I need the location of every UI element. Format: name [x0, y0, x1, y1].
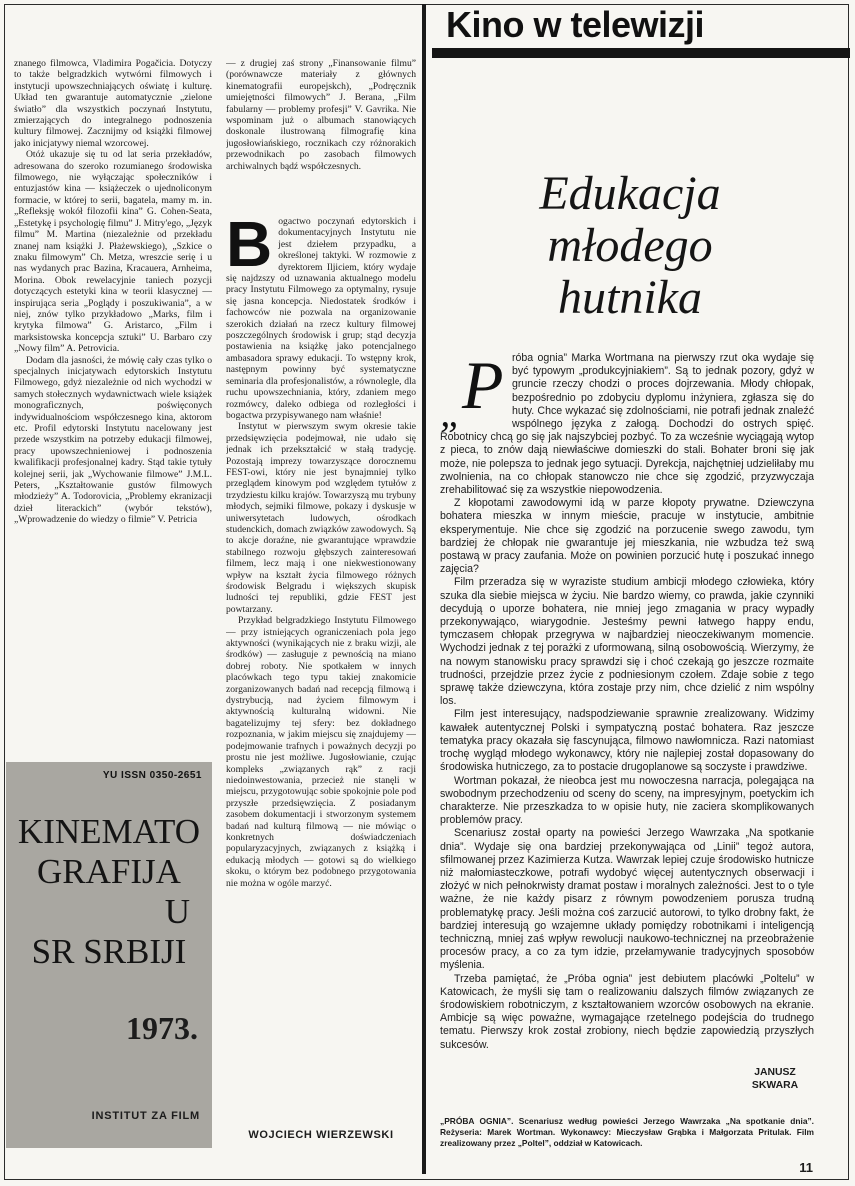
book-cover-image — [6, 762, 212, 1148]
column-divider — [422, 4, 426, 1174]
article-lead-paragraph — [440, 352, 814, 497]
left-column-2 — [226, 58, 416, 1120]
cover-publisher: INSTITUT ZA FILM — [91, 1110, 200, 1122]
col2-top-paragraph: — z drugiej zaś strony „Finansowanie filmu” (porównawcze materiały z głównych kinematografii europejskch), „Podręcznik umiejętności filmowych” J. Berana, „Film fabularny — problemy profesji” V. Gavrika. Nie wspominam już o albumach stanowiących doskonale ilustrowaną filmografię kina jugosłowiańskiego, rocznikach czy różnorakich przewodnikach po zasobach filmowych archiwalnych bądź współczesnych. — [226, 58, 416, 172]
left-column-1 — [14, 58, 212, 724]
headline-line-2: młodego — [547, 219, 713, 272]
cover-title-line-3: U — [164, 892, 190, 931]
col1-paragraph-3: Dodam dla jasności, że mówię cały czas tylko o specjalnych inicjatywach edytorskich Instytutu Filmowego, gdyż niezależnie od nich wychodzi w samych stołecznych wydawnictwach wiele książek monograficznych, poświęconych indywidualnościom współczesnego kina, aktorom etc. Profil edytorski Instytutu nacelowany jest przede wszystkim na potrzeby edukacji filmowej, pracy upowszechnieniowej i podnoszenia kwalifikacji profesjonalnej kadry. Stąd takie tytuły kolejnej serii, jak „Wychowanie filmowe” J.M.L. Peters, „Kształtowanie gustów filmowych młodzieży” A. Todorovicia, „Problemy ekranizacji dzieł literackich” (wybór tekstów), „Wprowadzenie do wiedzy o filmie” V. Petricia — [14, 354, 212, 526]
col2-paragraph-3: Przykład belgradzkiego Instytutu Filmowego — przy istniejących ograniczeniach pola jego aktywności (wynikających nie z braku wizji, ale środków) — zasługuje z pewnością na miano dobrej roboty. Nie spotkałem w innych placówkach tego typu takiej znakomicie zorganizowanych badań nad recepcją filmową i dystrybucją, nad życiem filmowym i aktywnością kulturalną widowni. Nie bagatelizujmy tej sfery: bez dokładnego rozpoznania, w jakim miejscu się znajdujemy — podejmowanie trafnych i poważnych decyzji po prostu nie jest możliwe. Jugosłowianie, czując kompleks „związanych rąk” z racji niedoinwestowania, przecież nie stanęli w miejscu, przygotowując sobie spokojnie pole pod przyszłe przedsięwzięcia. Z posiadanym zasobem dokumentacji i stworzonym systemem badań nad kulturą filmową — nie mówiąc o konkretnych doświadczeniach popularyzacyjnych, związanych z książką i edukacją młodych — gotowi są do wielkiego skoku, o którym bez podobnego przygotowania nie można w ogóle marzyć. — [226, 615, 416, 889]
lead-text: róba ognia” Marka Wortmana na pierwszy rzut oka wydaje się być typowym „produkcyjniakiem”. Są to jednak pozory, gdyż w gruncie rzeczy chodzi o proces dojrzewania. Młody chłopak, bezpośrednio po zdobyciu dyplomu inżyniera, zgłasza się do huty. Chce wykazać się zdolnościami, nie potrafi jednak znaleźć wspólnego języka z załogą. Dochodzi do ostrych spięć. Robotnicy chcą go się jak najszybciej pozbyć. To za wcześnie wyciągają wytop z pieca, to znów dają niewłaściwe domieszki do stali. Bohater broni się jak może, nie polepsza to jednak jego sytuacji. Dyrekcja, najchętniej udzieliłaby mu zwolnienia, na co chłopak stanowczo nie chce się zgodzić, przyzwyczaja zrehabilitować się za wszystkie niepowodzenia. — [440, 352, 814, 497]
headline-line-1: Edukacja — [539, 167, 721, 220]
cover-title-line-1: KINEMATO — [17, 812, 201, 851]
lead-letter: P — [462, 352, 504, 423]
article-paragraph-4: Wortman pokazał, że nieobca jest mu nowoczesna narracja, polegająca na swobodnym przechodzeniu od sceny do sceny, na impresyjnym, poetyckim ich charakterze. Nie przeszkadza to w opisie huty, nie zaciera skomplikowanych problemów pracy. — [440, 774, 814, 827]
cover-year: 1973. — [126, 1010, 198, 1046]
article-paragraph-5: Scenariusz został oparty na powieści Jerzego Wawrzaka „Na spotkanie dnia”. Wydaje się ona bardziej przekonywająca od „Linii” tegoż autora, sfilmowanej przez Kazimierza Kutza. Wawrzak lepiej czuje środowisko hutnicze niż małomiasteczkowe, potrafi wydobyć więcej autentycznych obserwacji i złożyć w nich pełnokrwisty dramat postaw i moralnych zależności. Jest to o tyle ważne, że nie każdy pisarz z równym powodzeniem porusza trudną problematykę pracy. Jeśli można coś zarzucić autorowi, to tylko drobny fakt, że bardziej interesują go wzajemne układy pomiędzy robotnikami i inteligencją techniczną, mniej zaś wpływ rewolucji naukowo-technicznej na przeobrażenie procesów pracy, a co za tym idzie, przełamywanie tradycyjnych sposobów myślenia. — [440, 827, 814, 972]
headline-line-3: hutnika — [558, 271, 702, 324]
col2-body — [226, 216, 416, 1084]
article-body — [440, 352, 814, 1070]
article-headline — [440, 168, 820, 324]
cover-issn: YU ISSN 0350-2651 — [102, 770, 202, 781]
article-paragraph-2: Film przeradza się w wyraziste studium ambicji młodego człowieka, który szuka dla siebie miejsca w życiu. Nie bardzo wiemy, co prawda, jakie czynniki decydują o uporze bohatera, nie mniej jego zmagania w pracy wypadły przekonywająco, wiarygodnie. Jesteśmy pewni łatwego happy endu, tymczasem chłopak przegrywa w najbardziej nieoczekiwanym momencie. Wychodzi jednak z tej porażki z uformowaną, silną osobowością. Wierzymy, że na nowym stanowisku pracy sprawdzi się i choć czekają go jeszcze rozmaite trudności, przejdzie przez życie z podniesionym czołem. Zdaje sobie z tego sprawę także dziewczyna, która zostaje przy nim, chce dzielić z nim wspólny los. — [440, 576, 814, 708]
col1-paragraph-1: znanego filmowca, Vladimira Pogačicia. Dotyczy to także belgradzkich wytwórni filmowych i instytucji upowszechniających oświatę i kulturę. Układ ten gwarantuje automatycznie „zielone światło” dla wszystkich poczynań Instytutu, zmierzających do integralnego podnoszenia kultury filmowej. Zacznijmy od książki filmowej jako inicjatywy niemal wzorcowej. — [14, 58, 212, 149]
lead-quote-mark: „ — [440, 390, 463, 435]
drop-cap: B — [226, 216, 273, 280]
col2-paragraph-1: ogactwo poczynań edytorskich i dokumentacyjnych Instytutu nie jest dziełem przypadku, a określonej taktyki. W rozmowie z dyrektorem Iljiciem, który wydaje się najdzszy od uznawania aktualnego modelu pracy Instytutu Filmowego za optymalny, rysuje się jasna koncepcja. Niedostatek środków i fachowców nie pozwala na organizowanie szerokich działań na rzecz kultury filmowej poszczególnych środowisk i grup; stąd decyzja postawienia na książkę jako potencjalnego ambasadora sprawy edukacji. To wstępny krok, następnym powinny być systematyczne seminaria dla profesjonalistów, a równolegle, dla ruchu upowszechniania, który, zdaniem mego rozmówcy, daleko odbiega od rozległości i bogactwa przypisywanego nam właśnie! — [226, 216, 416, 421]
byline-left-article: WOJCIECH WIERZEWSKI — [248, 1129, 394, 1141]
article-paragraph-1: Z kłopotami zawodowymi idą w parze kłopoty prywatne. Dziewczyna bohatera mieszka w innym mieście, pracuje w instytucie, ambitnie eksperymentuje. Nie chce się zgodzić na porzucenie swego zawodu, tym bardziej że chłopak nie gwarantuje jej mieszkania, nie wzbudza też swą postawą w pracy zaufania. Może on powinien porzucić hutę i poszukać innego zajęcia? — [440, 497, 814, 576]
film-credits: „PRÓBA OGNIA”. Scenariusz według powieści Jerzego Wawrzaka „Na spotkanie dnia”. Reżyseria: Marek Wortman. Wykonawcy: Mieczysław Grąbka i Małgorzata Pritulak. Film zrealizowany przez „Poltel”, oddział w Katowicach. — [440, 1116, 814, 1148]
section-title-rule — [432, 48, 850, 58]
col2-paragraph-2: Instytut w pierwszym swym okresie takie przedsięwzięcia podejmował, nie udało się jednak ich przekształcić w stałą tradycję. Pozostają imprezy towarzyszące dorocznemu FEST-owi, który nie jest bynajmniej tylko przeglądem kinowym pod względem tytułów z trzydziestu kilku krajów. Towarzyszą mu trybuny młodych, sejmiki filmowe, pokazy i dyskusje w uniwersytetach ludowych, ośrodkach studenckich, domach związków zawodowych. Są to akcje doraźne, nie gwarantujące wprawdzie stabilnego rozwoju głębszych zainteresowań filmem, lecz mają i one niekwestionowany wpływ na kształt życia filmowego różnych środowisk Belgradu i większych skupisk ludności tej republiki, gdzie FEST jest powtarzany. — [226, 421, 416, 615]
article-author — [740, 1066, 810, 1092]
lead-drop-cap — [440, 352, 506, 435]
cover-title-line-4: SR SRBIJI — [31, 932, 187, 971]
section-title: Kino w telewizji — [446, 4, 705, 45]
page-number: 11 — [799, 1160, 813, 1175]
cover-title — [14, 812, 204, 972]
article-paragraph-6: Trzeba pamiętać, że „Próba ognia” jest debiutem placówki „Poltelu” w Katowicach, że myśli się tam o realizowaniu dalszych filmów związanych ze środowiskiem robotniczym, z kształtowaniem wzorców osobowych na ekranie. Ambicje są więc poważne, wymagające rzetelnego podejścia do trudnego tematu. Pierwszy krok został zrobiony, niech będzie zapowiedzią przyszłych sukcesów. — [440, 972, 814, 1051]
col1-paragraph-2: Otóż ukazuje się tu od lat seria przekładów, adresowana do szeroko rozumianego środowiska filmowego, nie wyłączając społeczników i entuzjastów kina — książeczek o ujednoliconym formacie, w której to serii, bagatela, mamy m. in. „Refleksję wokół filozofii kina” G. Cohen-Seata, „Estetykę i psychologię filmu” J. Mitry'ego, „Język filmu” M. Martina (niezależnie od przekładu znanej nam książki J. Płażewskiego), „Szkice o znaku filmowym” Ch. Metza, wreszcie serię i u nas wydanych prac Bazina, Kracauera, Arnheima, Morina. Obok rewelacyjnie taniech pozycji dotyczących estetyki kina w teorii klasycznej — inspirująca seria „Poglądy i poszukiwania”, a w niej, znów tylko przykładowo „Marks, film i krytyka filmowa” G. Aristarco, „Film i marksistowska koncepcja sztuki” U. Barbaro czy „Nowy film” A. Petrovicia. — [14, 149, 212, 355]
author-last-name: SKWARA — [751, 1080, 799, 1091]
author-first-name: JANUSZ — [754, 1067, 796, 1078]
article-paragraph-3: Film jest interesujący, nadspodziewanie sprawnie zrealizowany. Widzimy kawałek autentycznej Polski i sympatyczną postać bohatera. Raz jeszcze tematyka pracy okazała się fascynująca, filmowo nawłomnicza. Razi natomiast trochę wygląd młodego wykonawcy, który nie najlepiej został dopasowany do środowiska hutniczego, za to postacie drugoplanowe są soczyste i prawdziwe. — [440, 708, 814, 774]
cover-title-line-2: GRAFIJA — [37, 852, 181, 891]
